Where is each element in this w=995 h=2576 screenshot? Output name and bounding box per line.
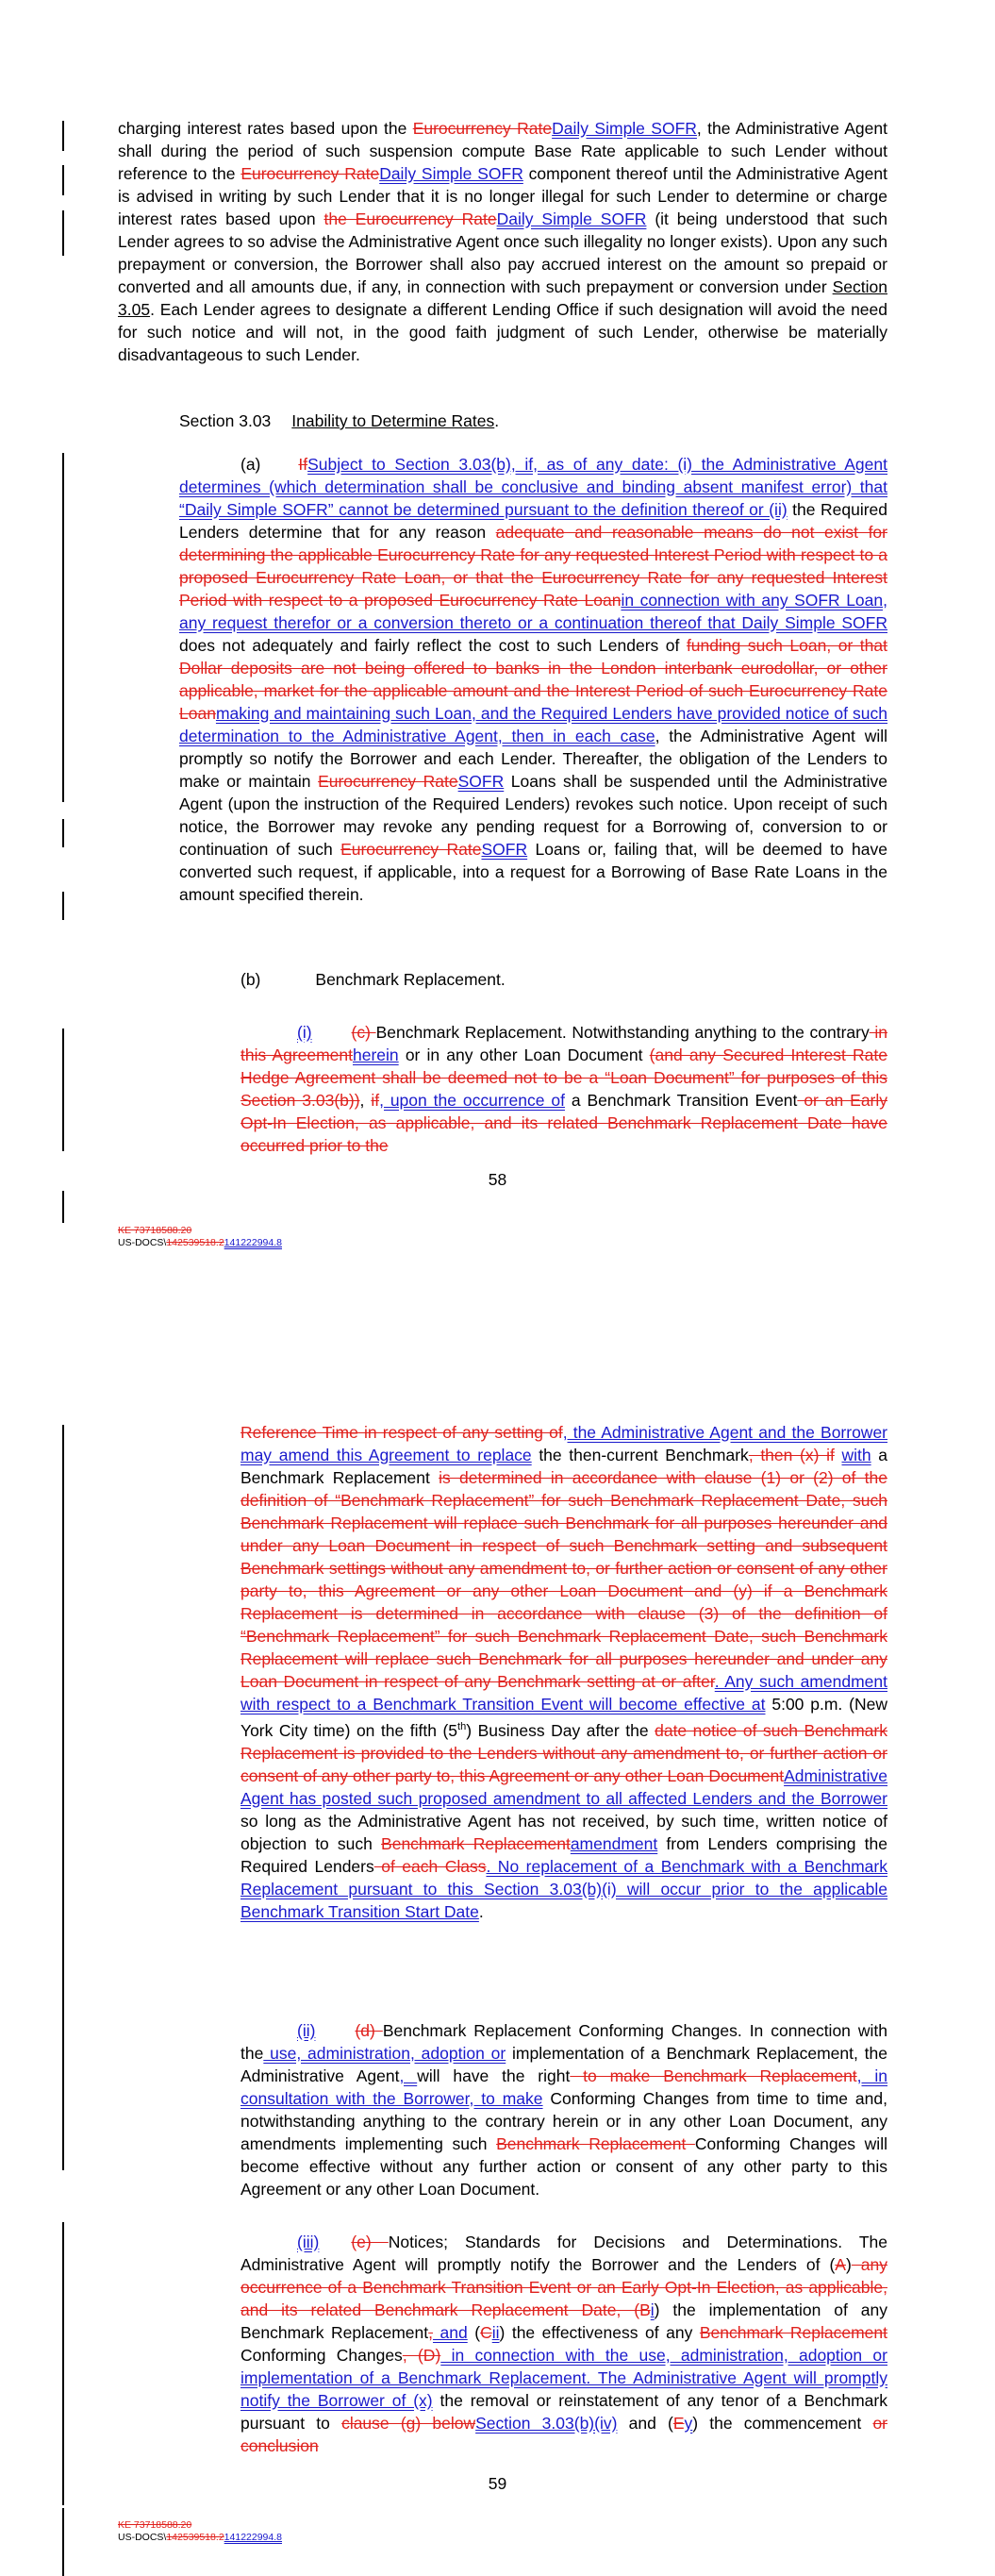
deleted-text: or an Early Opt-In Election, as applicable, and its related Benchmark Replacement Date have occurred prior to the — [240, 1091, 888, 1155]
inserted-text: SOFR — [457, 772, 505, 791]
text-run: Conforming Changes — [240, 2346, 403, 2365]
text-run: Benchmark Replacement. Notwithstanding anything to the contrary — [375, 1023, 870, 1042]
change-bar — [62, 1029, 64, 1151]
inserted-text: . No replacement of a Benchmark with a Benchmark Replacement pursuant to this Section 3.03(b)(i) will occur prior to the applicable Benchmark Transition Start Date — [240, 1856, 887, 1921]
text-run: Benchmark Replacement Conforming Changes. In connection with the — [240, 2021, 888, 2063]
text-run: charging interest rates based upon the — [118, 119, 413, 138]
page-number: 58 — [488, 1170, 507, 1189]
text-run: Notices; Standards for Decisions and Determinations. The Administrative Agent will promptly notify the Borrower and the Lenders of ( — [240, 2233, 887, 2274]
text-run: Conforming Changes from time to time and, notwithstanding anything to the contrary herein or in any other Loan Document, any amendments implementing such — [240, 2089, 887, 2153]
inserted-text: use, administration, adoption or — [263, 2044, 506, 2063]
inserted-text: i — [650, 2300, 655, 2319]
text-run: implementation of a Benchmark Replacement, the Administrative Agent — [240, 2044, 887, 2085]
underlined-reference: Section 3.05 — [118, 277, 887, 319]
text-run: ) Business Day after the — [466, 1720, 655, 1740]
text-run: , the Administrative Agent will promptly so notify the Borrower and each Lender. Thereafter, the obligation of the Lenders to make or maintain — [179, 727, 887, 791]
inserted-text: Section 3.03(b)(iv) — [475, 2414, 618, 2433]
inserted-text: ii — [491, 2323, 500, 2342]
paragraph-3-03-b-i-continued — [240, 1421, 887, 1923]
footer-old-id: KE 73718588.20 — [118, 2519, 192, 2531]
page-number: 59 — [488, 2474, 507, 2493]
deleted-text: or conclusion — [240, 2414, 888, 2455]
deleted-text: , — [428, 2323, 434, 2342]
inserted-text: Daily Simple SOFR — [496, 209, 647, 228]
text-run: the Required Lenders determine that for any reason — [179, 500, 887, 542]
clause-label-a: (a) — [240, 455, 261, 474]
change-bar — [62, 819, 64, 847]
text-run: 5:00 p.m. (New York City time) on the fifth (5 — [240, 1695, 887, 1740]
deleted-text: any occurrence of a Benchmark Transition Event or an Early Opt-In Election, as applicable, and its related Benchmark Replacement Date, (B — [240, 2255, 888, 2319]
deleted-text: C — [480, 2323, 492, 2342]
text-run: will have the right — [417, 2066, 571, 2085]
deleted-text: E — [672, 2414, 685, 2433]
deleted-text: adequate and reasonable means do not exist for determining the applicable Eurocurrency Rate for any requested Interest Period with respect to a proposed Eurocurrency Rate Loan, or that the Eurocurrency Rate for any requested Interest Period with respect to a proposed Eurocurrency Rate Loan — [179, 523, 887, 610]
inserted-text: y — [684, 2414, 693, 2433]
text-run: ) the implementation of any Benchmark Replacement — [240, 2300, 888, 2342]
page-58 — [0, 0, 995, 1279]
change-bar — [62, 121, 64, 151]
clause-label-b: (b) — [240, 970, 261, 989]
deleted-text: , then (x) if — [748, 1446, 835, 1464]
document-footer: KE 73718588.20 US-DOCS\142539518.2141222994.8 — [118, 1225, 282, 1248]
inserted-text: Daily Simple SOFR — [379, 164, 523, 183]
paragraph-3-03-b-ii — [240, 2019, 887, 2200]
text-run: Loans or, failing that, will be deemed to have converted such request, if applicable, into a request for a Borrowing of Base Rate Loans in the amount specified therein. — [179, 840, 887, 904]
text-run: so long as the Administrative Agent has not received, by such time, written notice of objection to such — [240, 1811, 887, 1853]
deleted-text: Eurocurrency Rate — [318, 772, 458, 791]
paragraph-3-03-b-i — [240, 1021, 887, 1157]
inserted-text: and — [433, 2323, 468, 2342]
inserted-text: . Any such amendment with respect to a Benchmark Transition Event will become effective at — [240, 1672, 887, 1714]
deleted-text: (e) — [351, 2233, 389, 2251]
change-bar — [62, 1191, 64, 1223]
page-59 — [0, 1293, 995, 2576]
deleted-text: , (D) — [402, 2346, 441, 2365]
change-bar — [62, 2508, 64, 2576]
change-bar — [62, 210, 64, 256]
deleted-text: the Eurocurrency Rate — [323, 209, 497, 228]
deleted-text: date notice of such Benchmark Replacement is provided to the Lenders without any amendment to, or further action or consent of any other party to, this Agreement or any other Loan Document — [240, 1720, 887, 1785]
paragraph-3-03-b-heading: (b) Benchmark Replacement. — [240, 970, 506, 989]
text-run: Loans shall be suspended until the Administrative Agent (upon the instruction of the Required Lenders) revokes such notice. Upon receipt of such notice, the Borrower may revoke any pending request for a Borrowing of, conversion to or continuation of such — [179, 772, 887, 859]
change-bar — [62, 892, 64, 920]
paragraph-illegality-continued — [118, 117, 887, 366]
paragraph-3-03-a — [179, 453, 887, 906]
change-bar — [62, 453, 64, 802]
deleted-text: if — [371, 1091, 380, 1110]
deleted-text: funding such Loan, or that Dollar deposits are not being offered to banks in the London interbank eurodollar, or other applicable, market for the applicable amount and the Interest Period of such Eurocurrency Rate Loan — [179, 636, 887, 723]
deleted-text: Reference Time in respect of any setting of — [240, 1423, 563, 1442]
deleted-text: is determined in accordance with clause (1) or (2) of the definition of “Benchmark Replacement” for such Benchmark Replacement Date, such Benchmark Replacement will replace such Benchmark for all purposes hereunder and under any Loan Document in respect of such Benchmark setting and subsequent Benchmark settings without any amendment to, or further action or consent of any other party to, this Agreement or any other Loan Document and (y) if a Benchmark Replacement is determined in accordance with clause (3) of the definition of “Benchmark Replacement” for such Benchmark Replacement Date, such Benchmark Replacement will replace such Benchmark for all purposes hereunder and under any Loan Document in respect of any Benchmark setting at or after — [240, 1468, 887, 1691]
deleted-text: (c) — [351, 1023, 376, 1042]
deleted-text: Benchmark Replacement — [699, 2323, 887, 2342]
change-bar — [62, 2222, 64, 2505]
deleted-text: to make Benchmark Replacement — [570, 2066, 857, 2085]
deleted-text: (d) — [355, 2021, 383, 2040]
inserted-text: , upon the occurrence of — [379, 1091, 565, 1110]
inserted-text: amendment — [570, 1833, 658, 1853]
text-run: and ( — [617, 2414, 673, 2433]
paragraph-3-03-b-iii — [240, 2231, 887, 2457]
text-run: . — [478, 1901, 484, 1921]
section-heading: Section 3.03 Inability to Determine Rates. — [179, 411, 500, 430]
text-run: a Benchmark Replacement — [240, 1446, 887, 1487]
inserted-text: , the Administrative Agent and the Borrower may amend this Agreement to replace — [240, 1423, 888, 1464]
text-run: from Lenders comprising the Required Lenders — [240, 1833, 887, 1876]
section-number: Section 3.03 — [179, 411, 272, 430]
inserted-text: Administrative Agent has posted such proposed amendment to all affected Lenders and the Borrower — [240, 1765, 887, 1808]
text-run: ) the effectiveness of any — [499, 2323, 700, 2342]
inserted-text: in connection with the use, administration, adoption or implementation of a Benchmark Replacement. The Administrative Agent will promptly notify the Borrower of (x) — [240, 2346, 887, 2410]
deleted-text: (and any Secured Interest Rate Hedge Agreement shall be deemed not to be a “Loan Document” for purposes of this Section 3.03(b)) — [240, 1045, 887, 1110]
deleted-text: Eurocurrency Rate — [412, 119, 553, 138]
deleted-text: If — [298, 455, 308, 474]
inserted-text: , in consultation with the Borrower, to make — [240, 2066, 887, 2108]
document-footer: KE 73718588.20 US-DOCS\142539518.2141222994.8 — [118, 2519, 282, 2543]
text-run: Conforming Changes will become effective without any further action or consent of any other party to this Agreement or any other Loan Document. — [240, 2134, 887, 2199]
text-run: , — [359, 1091, 372, 1110]
text-run: ( — [467, 2323, 481, 2342]
text-run: , the Administrative Agent shall during the period of such suspension compute Base Rate applicable to such Lender without reference to the — [118, 119, 887, 183]
text-run: does not adequately and fairly reflect the cost to such Lenders of — [179, 636, 687, 655]
text-run: or in any other Loan Document — [398, 1045, 650, 1064]
deleted-text: in this Agreement — [240, 1023, 887, 1064]
text-run: ) the commencement — [692, 2414, 873, 2433]
inserted-text: in connection with any SOFR Loan, any request therefor or a conversion thereto or a continuation thereof that Daily Simple SOFR — [179, 591, 887, 632]
deleted-text: Benchmark Replacement — [496, 2134, 695, 2153]
deleted-text: Eurocurrency Rate — [240, 164, 380, 183]
deleted-text: Eurocurrency Rate — [340, 840, 482, 859]
text-run: ) — [845, 2255, 852, 2274]
inserted-text: with — [841, 1446, 871, 1464]
change-bar — [62, 2015, 64, 2147]
inserted-text: SOFR — [481, 840, 528, 859]
clause-label-iii: (iii) — [297, 2233, 320, 2251]
inserted-text: , — [399, 2066, 418, 2085]
text-run: a Benchmark Transition Event — [564, 1091, 798, 1110]
footer-old-id: KE 73718588.20 — [118, 1225, 192, 1236]
inserted-text: herein — [353, 1045, 399, 1064]
inserted-text: making and maintaining such Loan, and the Required Lenders have provided notice of such determination to the Administrative Agent, then in each case — [179, 704, 887, 745]
deleted-text: Benchmark Replacement — [381, 1833, 571, 1853]
section-title: Inability to Determine Rates — [291, 411, 495, 430]
change-bar — [62, 165, 64, 195]
text-run: (it being understood that such Lender agrees to so advise the Administrative Agent once such illegality no longer exists). Upon any such prepayment or conversion, the Borrower shall also pay accrued interest on the amount so prepaid or converted and all amounts due, if any, in connection with such prepayment or conversion under — [118, 209, 887, 296]
deleted-text: of each Class — [373, 1856, 487, 1876]
text-run: the then-current Benchmark — [531, 1446, 749, 1464]
text-run: the removal or reinstatement of any tenor of a Benchmark pursuant to — [240, 2391, 887, 2433]
text-run: . Each Lender agrees to designate a different Lending Office if such designation will avoid the need for such notice and will not, in the good faith judgment of such Lender, otherwise be materially disadvantageous to such Lender. — [118, 300, 887, 364]
deleted-text: clause (g) below — [341, 2414, 476, 2433]
text-run: component thereof until the Administrative Agent is advised in writing by such Lender that it is no longer illegal for such Lender to determine or charge interest rates based upon — [118, 164, 887, 228]
superscript: th — [457, 1721, 467, 1732]
inserted-text: Daily Simple SOFR — [552, 119, 697, 138]
clause-label-i: (i) — [297, 1023, 312, 1042]
inserted-text: Subject to Section 3.03(b), if, as of any date: (i) the Administrative Agent determines (which determination shall be conclusive and binding absent manifest error) that “Daily Simple SOFR” cannot be determined pursuant to the definition thereof or (ii) — [179, 455, 887, 519]
deleted-text: A — [835, 2255, 846, 2274]
clause-label-ii: (ii) — [297, 2021, 316, 2040]
